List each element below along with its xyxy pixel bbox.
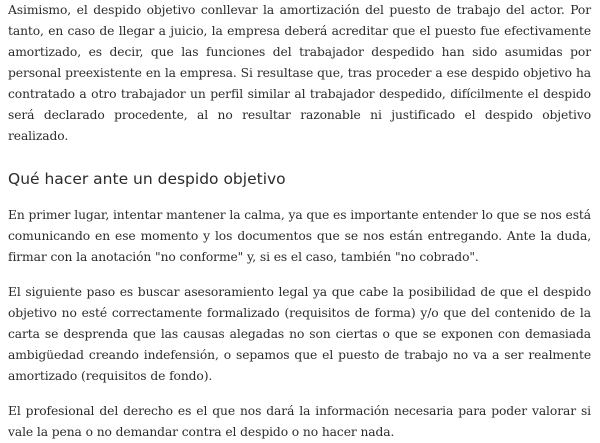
paragraph-asesoramiento: El siguiente paso es buscar asesoramiento legal ya que cabe la posibilidad de que el despido objetivo no esté correctamente formalizado (requisitos de forma) y/o que del contenido de la carta se desprenda que las causas alegadas no son ciertas o que se exponen con demasiada ambigüedad creando indefensión, o sepamos que el puesto de trabajo no va a ser realmente amortizado (requisitos de fondo).	[8, 285, 591, 383]
article-body	[8, 0, 591, 443]
paragraph-primer-lugar: En primer lugar, intentar mantener la calma, ya que es importante entender lo que se nos está comunicando en ese momento y los documentos que se nos están entregando. Ante la duda, firmar con la anotación "no conforme" y, si es el caso, también "no cobrado".	[8, 208, 591, 264]
paragraph-profesional: El profesional del derecho es el que nos dará la información necesaria para poder valorar si vale la pena o no demandar contra el despido o no hacer nada.	[8, 404, 591, 439]
paragraph-amortizacion: Asimismo, el despido objetivo conllevar la amortización del puesto de trabajo del actor. Por tanto, en caso de llegar a juicio, la empresa deberá acreditar que el puesto fue efectivamente amortizado, es decir, que las funciones del trabajador despedido han sido asumidas por personal preexistente en la empresa. Si resultase que, tras proceder a ese despido objetivo ha contratado a otro trabajador un perfil similar al trabajador despedido, difícilmente el despido será declarado procedente, al no resultar razonable ni justificado el despido objetivo realizado.	[8, 3, 591, 143]
section-heading: Qué hacer ante un despido objetivo	[8, 170, 286, 188]
